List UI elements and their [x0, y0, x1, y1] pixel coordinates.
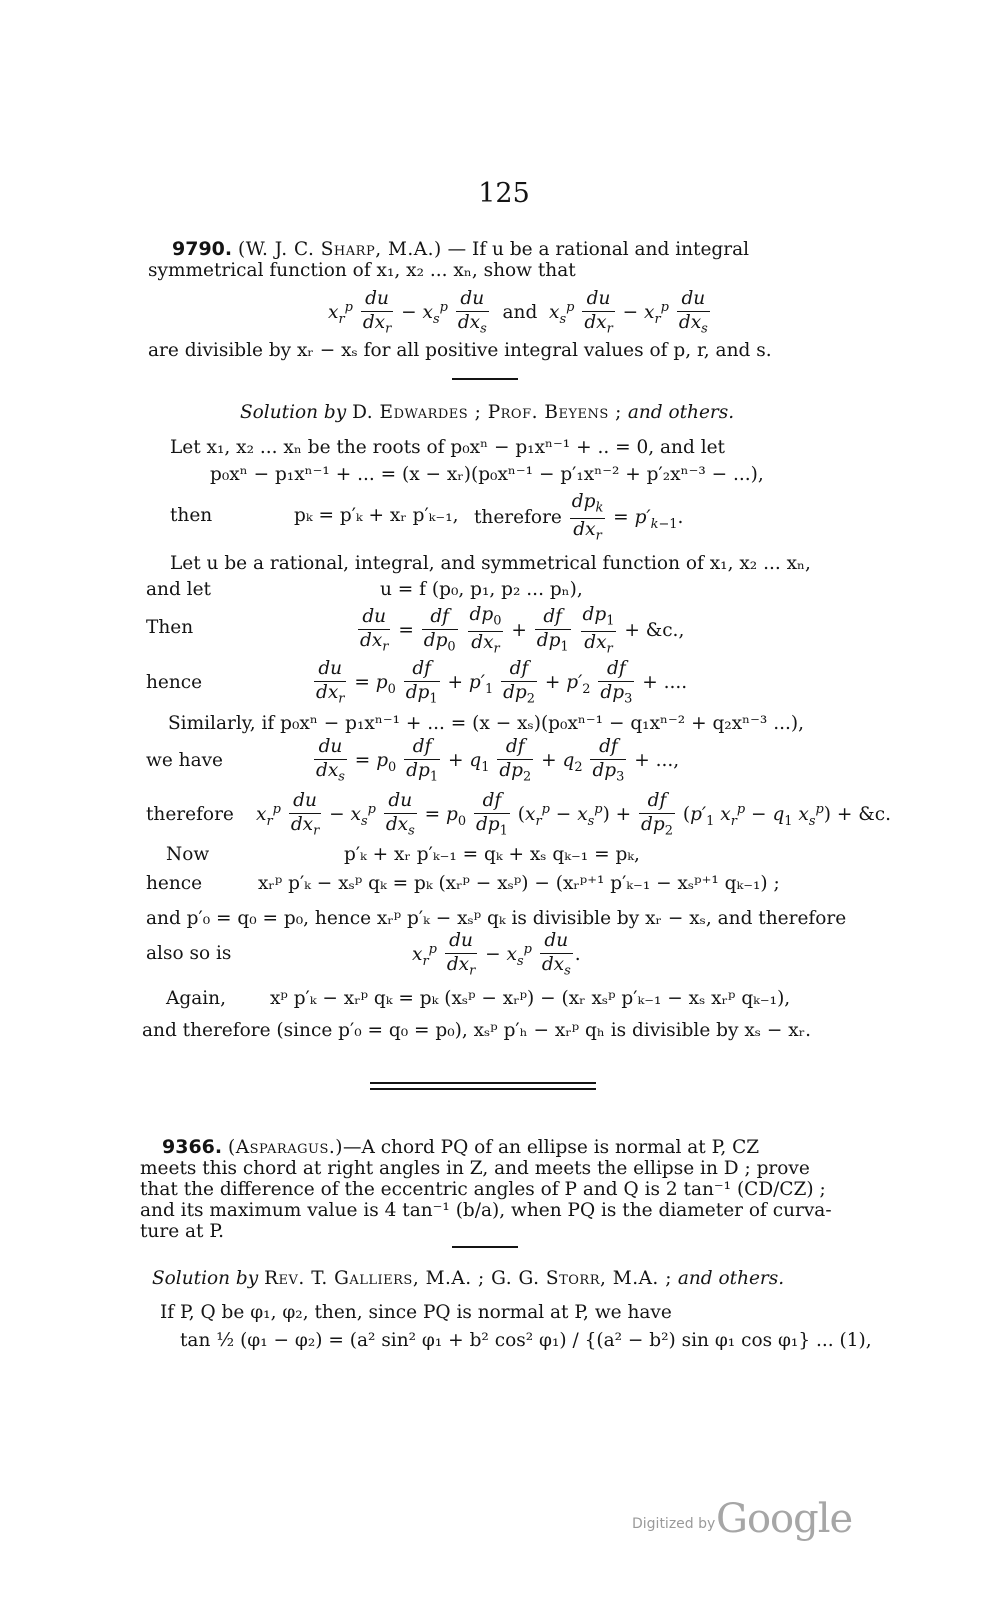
double-rule-top — [370, 1082, 596, 1084]
problem-author: (Asparagus.) — [228, 1137, 343, 1158]
display-equation: $\frac{du}{dx_s}$ = $p_0$ $\frac{df}{dp_1}$ + $q_1$ $\frac{df}{dp_2}$ + $q_2$ $\frac{df}{dp_3}$ + ..., — [316, 736, 680, 785]
display-equation: $x_r^p$ $\frac{du}{dx_r}$ − $x_s^p$ $\frac{du}{dx_s}$ . — [412, 930, 581, 979]
equation-line: tan ½ (φ₁ − φ₂) = (a² sin² φ₁ + b² cos² φ₁) / {(a² − b²) sin φ₁ cos φ₁} ... (1), — [180, 1330, 872, 1351]
word-we-have: we have — [146, 750, 224, 771]
solution-suffix: and others. — [677, 1268, 785, 1289]
equation-therefore: therefore $\frac{dp_k}{dx_r}$ = $p'_{k-1}$. — [474, 491, 684, 544]
display-equation: $x_r^p$ $\frac{du}{dx_r}$ − $x_s^p$ $\frac{du}{dx_s}$ and $x_s^p$ $\frac{du}{dx_r}$ − $x_r^p$ $\frac{du}{dx_s}$ — [328, 288, 708, 337]
problem-9790-heading — [172, 238, 749, 260]
text-line: and therefore (since p′₀ = q₀ = p₀), xₛᵖ p′ₕ − xᵣᵖ qₕ is divisible by xₛ − xᵣ. — [142, 1020, 811, 1041]
display-equation: $x_r^p$ $\frac{du}{dx_r}$ − $x_s^p$ $\frac{du}{dx_s}$ = $p_0$ $\frac{df}{dp_1}$ $(x_r^p - x_s^p)$ + $\frac{df}{dp_2}$ ($p'_1$ $x_r^p - q_1$ $x_s^p$) + &c. — [256, 790, 891, 839]
solution-authors: Rev. T. Galliers, M.A. ; G. G. Storr, M.A. ; — [264, 1268, 672, 1289]
problem-author: (W. J. C. Sharp, M.A.) — [238, 239, 442, 260]
problem-number: 9790. — [172, 238, 233, 260]
page-number: 125 — [478, 178, 530, 209]
word-hence: hence — [146, 672, 203, 693]
word-again: Again, — [166, 988, 226, 1009]
problem-number: 9366. — [162, 1136, 223, 1158]
text-line: Let x₁, x₂ ... xₙ be the roots of p₀xⁿ − p₁xⁿ⁻¹ + .. = 0, and let — [170, 437, 725, 458]
problem-statement-line: meets this chord at right angles in Z, and meets the ellipse in D ; prove — [140, 1158, 810, 1179]
solution-authors: D. Edwardes ; Prof. Beyens ; — [352, 402, 622, 423]
problem-9366-heading — [162, 1136, 759, 1158]
word-similarly: Similarly, if — [168, 713, 275, 734]
equation-line: pₖ = p′ₖ + xᵣ p′ₖ₋₁, — [294, 505, 459, 526]
word-then-cap: Then — [146, 617, 194, 638]
solution-heading — [240, 402, 734, 423]
watermark-digitized-text: Digitized by — [632, 1516, 716, 1532]
word-hence: hence — [146, 873, 203, 894]
solution-prefix: Solution by — [240, 402, 347, 423]
equation-line: xᵖ p′ₖ − xᵣᵖ qₖ = pₖ (xₛᵖ − xᵣᵖ) − (xᵣ xₛᵖ p′ₖ₋₁ − xₛ xᵣᵖ qₖ₋₁), — [270, 988, 791, 1009]
problem-statement-line: ture at P. — [140, 1221, 224, 1242]
similarly-line — [168, 713, 804, 734]
problem-statement-line: — If u be a rational and integral — [447, 239, 750, 260]
section-rule — [452, 378, 518, 380]
problem-statement-line: symmetrical function of x₁, x₂ ... xₙ, show that — [148, 260, 576, 281]
equation-line: xᵣᵖ p′ₖ − xₛᵖ qₖ = pₖ (xᵣᵖ − xₛᵖ) − (xᵣᵖ⁺¹ p′ₖ₋₁ − xₛᵖ⁺¹ qₖ₋₁) ; — [258, 873, 780, 894]
word-now: Now — [166, 844, 210, 865]
word-also: also so is — [146, 943, 232, 964]
problem-statement-line: and its maximum value is 4 tan⁻¹ (b/a), when PQ is the diameter of curva- — [140, 1200, 832, 1221]
equation-line: u = f (p₀, p₁, p₂ ... pₙ), — [380, 579, 583, 600]
word-therefore: therefore — [474, 507, 562, 529]
solution-heading — [152, 1268, 784, 1289]
equation-line: p₀xⁿ − p₁xⁿ⁻¹ + ... = (x − xᵣ)(p₀xⁿ⁻¹ − p′₁xⁿ⁻² + p′₂xⁿ⁻³ − ...), — [210, 464, 764, 485]
word-and-let: and let — [146, 579, 211, 600]
problem-statement-line: are divisible by xᵣ − xₛ for all positive integral values of p, r, and s. — [148, 340, 772, 361]
problem-statement-line: that the difference of the eccentric angles of P and Q is 2 tan⁻¹ (CD/CZ) ; — [140, 1179, 826, 1200]
double-rule-bottom — [370, 1088, 596, 1090]
google-digitized-watermark — [632, 1496, 853, 1556]
word-therefore: therefore — [146, 804, 234, 825]
section-rule — [452, 1246, 518, 1248]
display-equation: $\frac{du}{dx_r}$ = $\frac{df}{dp_0}$ $\frac{dp_0}{dx_r}$ + $\frac{df}{dp_1}$ $\frac{dp_1}{dx_r}$ + &c., — [360, 604, 685, 657]
problem-statement-line: —A chord PQ of an ellipse is normal at P, CZ — [342, 1137, 760, 1158]
display-equation: $\frac{du}{dx_r}$ = $p_0$ $\frac{df}{dp_1}$ + $p'_1$ $\frac{df}{dp_2}$ + $p'_2$ $\frac{df}{dp_3}$ + .... — [316, 658, 688, 707]
text-line: Let u be a rational, integral, and symmetrical function of x₁, x₂ ... xₙ, — [170, 553, 811, 574]
text-line: and p′₀ = q₀ = p₀, hence xᵣᵖ p′ₖ − xₛᵖ qₖ is divisible by xᵣ − xₛ, and therefore — [146, 908, 847, 929]
google-logo: Google — [716, 1496, 853, 1542]
word-then: then — [170, 505, 213, 526]
equation-line: p₀xⁿ − p₁xⁿ⁻¹ + ... = (x − xₛ)(p₀xⁿ⁻¹ − q₁xⁿ⁻² + q₂xⁿ⁻³ ...), — [280, 713, 804, 734]
equation-line: p′ₖ + xᵣ p′ₖ₋₁ = qₖ + xₛ qₖ₋₁ = pₖ, — [344, 844, 640, 865]
text-line: If P, Q be φ₁, φ₂, then, since PQ is normal at P, we have — [160, 1302, 672, 1323]
solution-prefix: Solution by — [152, 1268, 259, 1289]
solution-suffix: and others. — [627, 402, 735, 423]
